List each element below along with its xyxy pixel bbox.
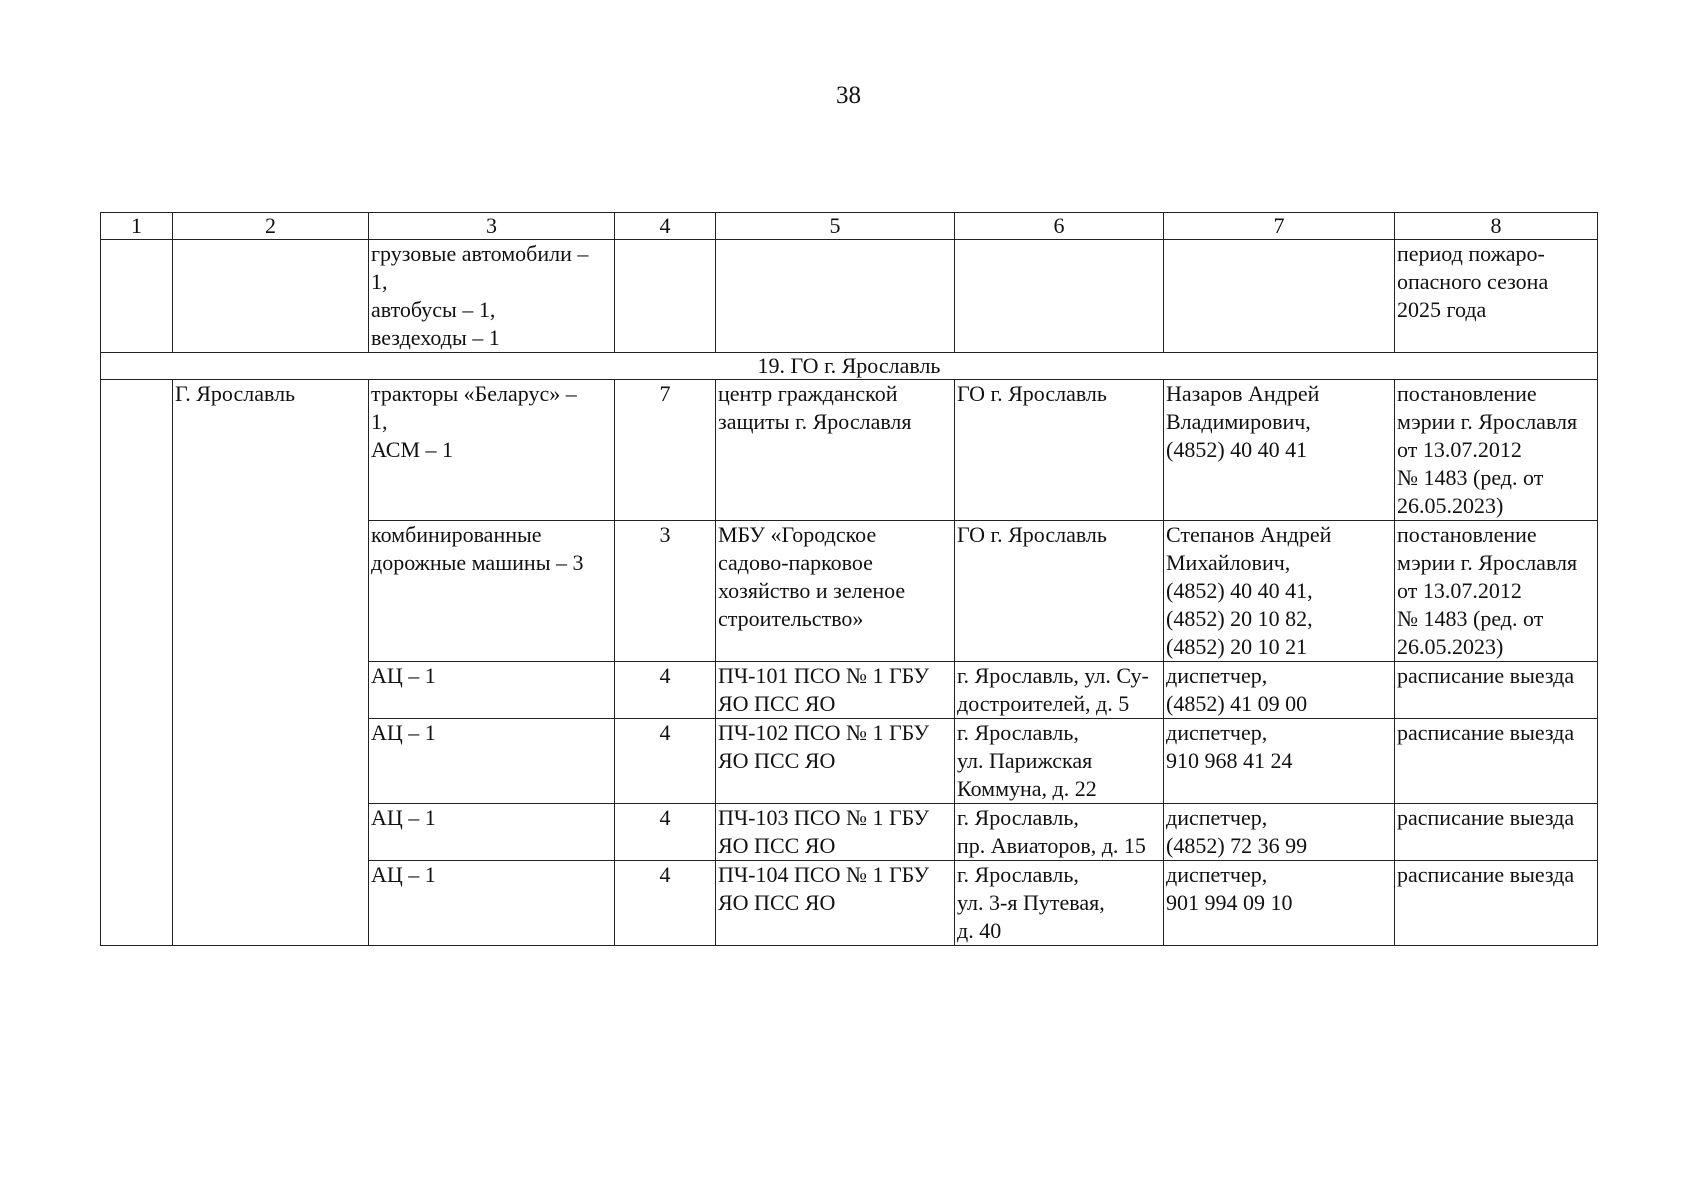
- column-number-row: [101, 213, 1598, 240]
- contact-cell: Назаров Андрей Владимирович, (4852) 40 40 41: [1164, 380, 1395, 521]
- table-cell: [615, 240, 716, 353]
- municipality-cell: Г. Ярославль: [173, 380, 369, 946]
- location-cell: г. Ярославль, пр. Авиаторов, д. 15: [955, 804, 1164, 861]
- table-cell: [716, 240, 955, 353]
- count-cell: 3: [615, 521, 716, 662]
- column-number: 8: [1395, 213, 1598, 240]
- basis-cell: расписание выезда: [1395, 861, 1598, 946]
- contact-cell: диспетчер, (4852) 41 09 00: [1164, 662, 1395, 719]
- organization-cell: ПЧ-101 ПСО № 1 ГБУ ЯО ПСС ЯО: [716, 662, 955, 719]
- contact-cell: Степанов Андрей Михайлович, (4852) 40 40 41, (4852) 20 10 82, (4852) 20 10 21: [1164, 521, 1395, 662]
- equipment-cell: АЦ – 1: [369, 662, 615, 719]
- basis-cell: постановление мэрии г. Ярославля от 13.07.2012 № 1483 (ред. от 26.05.2023): [1395, 380, 1598, 521]
- table-cell: [1164, 240, 1395, 353]
- count-cell: 4: [615, 861, 716, 946]
- equipment-cell: АЦ – 1: [369, 861, 615, 946]
- equipment-cell: комбинированные дорожные машины – 3: [369, 521, 615, 662]
- column-number: 4: [615, 213, 716, 240]
- location-cell: г. Ярославль, ул. Су- достроителей, д. 5: [955, 662, 1164, 719]
- column-number: 5: [716, 213, 955, 240]
- equipment-cell: АЦ – 1: [369, 719, 615, 804]
- equipment-cell: грузовые автомобили – 1, автобусы – 1, вездеходы – 1: [369, 240, 615, 353]
- contact-cell: диспетчер, 910 968 41 24: [1164, 719, 1395, 804]
- equipment-cell: АЦ – 1: [369, 804, 615, 861]
- equipment-table: [100, 212, 1598, 946]
- equipment-cell: тракторы «Беларус» – 1, АСМ – 1: [369, 380, 615, 521]
- section-title: 19. ГО г. Ярославль: [101, 353, 1598, 380]
- continuation-row: [101, 240, 1598, 353]
- column-number: 2: [173, 213, 369, 240]
- location-cell: ГО г. Ярославль: [955, 521, 1164, 662]
- organization-cell: ПЧ-104 ПСО № 1 ГБУ ЯО ПСС ЯО: [716, 861, 955, 946]
- location-cell: г. Ярославль, ул. 3-я Путевая, д. 40: [955, 861, 1164, 946]
- count-cell: 4: [615, 719, 716, 804]
- organization-cell: МБУ «Городское садово-парковое хозяйство и зеленое строительство»: [716, 521, 955, 662]
- count-cell: 4: [615, 804, 716, 861]
- basis-cell: постановление мэрии г. Ярославля от 13.07.2012 № 1483 (ред. от 26.05.2023): [1395, 521, 1598, 662]
- column-number: 7: [1164, 213, 1395, 240]
- table-cell: [173, 240, 369, 353]
- table-cell: [101, 380, 173, 946]
- count-cell: 4: [615, 662, 716, 719]
- column-number: 1: [101, 213, 173, 240]
- location-cell: ГО г. Ярославль: [955, 380, 1164, 521]
- organization-cell: ПЧ-102 ПСО № 1 ГБУ ЯО ПСС ЯО: [716, 719, 955, 804]
- count-cell: 7: [615, 380, 716, 521]
- basis-cell: расписание выезда: [1395, 804, 1598, 861]
- basis-cell: расписание выезда: [1395, 719, 1598, 804]
- location-cell: г. Ярославль, ул. Парижская Коммуна, д. 22: [955, 719, 1164, 804]
- table-row: [101, 380, 1598, 521]
- page-number: 38: [836, 82, 861, 109]
- basis-cell: период пожаро- опасного сезона 2025 года: [1395, 240, 1598, 353]
- column-number: 6: [955, 213, 1164, 240]
- organization-cell: ПЧ-103 ПСО № 1 ГБУ ЯО ПСС ЯО: [716, 804, 955, 861]
- contact-cell: диспетчер, 901 994 09 10: [1164, 861, 1395, 946]
- organization-cell: центр гражданской защиты г. Ярославля: [716, 380, 955, 521]
- section-row: [101, 353, 1598, 380]
- basis-cell: расписание выезда: [1395, 662, 1598, 719]
- table-cell: [101, 240, 173, 353]
- column-number: 3: [369, 213, 615, 240]
- table-cell: [955, 240, 1164, 353]
- contact-cell: диспетчер, (4852) 72 36 99: [1164, 804, 1395, 861]
